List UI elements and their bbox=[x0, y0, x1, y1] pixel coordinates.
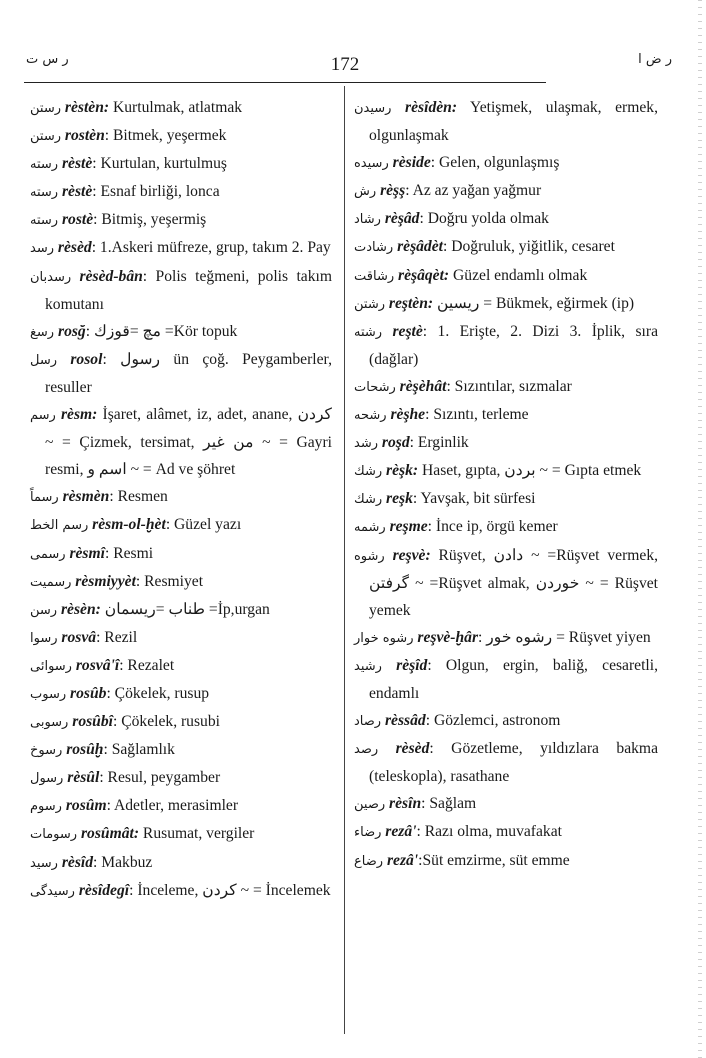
dictionary-entry bbox=[354, 373, 658, 401]
dictionary-entry bbox=[354, 429, 658, 457]
dictionary-entry bbox=[354, 652, 658, 707]
transliteration: rèsîdegî bbox=[78, 881, 130, 899]
definition: : Resmi bbox=[104, 544, 154, 562]
transliteration: rèsèd-bân bbox=[79, 267, 143, 285]
definition: Kurtulmak, atlatmak bbox=[109, 99, 243, 116]
dictionary-entry bbox=[30, 234, 332, 262]
transliteration: rèsmî bbox=[69, 544, 105, 562]
page-edge bbox=[698, 0, 702, 1058]
transliteration: rèşâdèt bbox=[397, 238, 443, 256]
definition: : Gözlemci, astronom bbox=[425, 712, 561, 730]
transliteration: rosûm bbox=[65, 797, 107, 815]
arabic-headword: رشوه bbox=[354, 548, 385, 564]
arabic-headword: رشحه bbox=[354, 408, 387, 424]
definition: : Sağlamlık bbox=[103, 741, 175, 759]
transliteration: rezâ' bbox=[385, 823, 417, 841]
definition: Haset, gıpta, بردن ~ = Gıpta etmek bbox=[418, 462, 642, 480]
transliteration: rèssâd bbox=[384, 712, 426, 730]
dictionary-entry bbox=[354, 205, 658, 233]
arabic-headword: رسيدگى bbox=[30, 883, 75, 899]
definition: : Adetler, merasimler bbox=[106, 797, 239, 815]
column-divider bbox=[344, 86, 345, 1034]
arabic-headword: رضاع bbox=[354, 853, 384, 869]
definition: :Süt emzirme, süt emme bbox=[418, 851, 570, 869]
transliteration: rosvâ bbox=[61, 628, 97, 646]
transliteration: roşd bbox=[381, 434, 410, 452]
arabic-headword: رسته bbox=[30, 157, 59, 173]
definition: : رسول ün çoğ. Peygamberler, resuller bbox=[45, 350, 332, 396]
dictionary-entry bbox=[354, 177, 658, 205]
transliteration: rostèn bbox=[64, 127, 105, 145]
dictionary-entry bbox=[30, 652, 332, 680]
dictionary-entry bbox=[30, 820, 332, 848]
transliteration: rosol bbox=[70, 350, 103, 368]
dictionary-entry bbox=[30, 596, 332, 624]
definition: : Bitmiş, yeşermiş bbox=[93, 211, 207, 229]
arabic-headword: رشيد bbox=[354, 658, 382, 674]
definition: : Kurtulan, kurtulmuş bbox=[92, 155, 227, 173]
arabic-headword: رسيدن bbox=[354, 101, 392, 116]
arabic-headword: رصد bbox=[354, 742, 379, 758]
dictionary-entry bbox=[354, 262, 658, 290]
dictionary-entry bbox=[354, 457, 658, 485]
dictionary-entry bbox=[30, 94, 332, 122]
transliteration: rezâ' bbox=[386, 851, 419, 869]
definition: : Sızıntılar, sızmalar bbox=[446, 377, 572, 395]
transliteration: rosûḫ bbox=[66, 741, 104, 759]
dictionary-entry bbox=[354, 542, 658, 624]
arabic-headword: رسد bbox=[30, 241, 54, 257]
dictionary-entry bbox=[30, 736, 332, 764]
transliteration: rèstè bbox=[61, 183, 93, 201]
definition: : İnceleme, كردن ~ = İncelemek bbox=[129, 881, 331, 899]
transliteration: rèsîn bbox=[389, 795, 422, 813]
dictionary-entry bbox=[30, 511, 332, 539]
arabic-headword: رستن bbox=[30, 129, 61, 145]
definition: : Olgun, ergin, baliğ, cesaretli, endamlı bbox=[369, 656, 658, 702]
definition: : Sağlam bbox=[421, 795, 477, 813]
transliteration: rosğ bbox=[58, 322, 86, 340]
transliteration: rèside bbox=[392, 154, 431, 172]
definition: : Sızıntı, terleme bbox=[425, 406, 529, 424]
left-column bbox=[30, 94, 332, 905]
definition: : 1.Askeri müfreze, grup, takım 2. Pay bbox=[91, 239, 331, 257]
definition: : 1. Erişte, 2. Dizi 3. İplik, sıra (dağlar) bbox=[369, 322, 658, 368]
arabic-headword: رسومات bbox=[30, 827, 78, 843]
page-number: 172 bbox=[330, 54, 360, 75]
arabic-headword: رسغ bbox=[30, 324, 55, 340]
definition: : Resul, peygamber bbox=[99, 769, 221, 787]
transliteration: reştèn: bbox=[388, 294, 434, 312]
transliteration: rèstè bbox=[61, 155, 93, 173]
arabic-headword: رسوا bbox=[30, 630, 58, 646]
dictionary-entry bbox=[354, 401, 658, 429]
transliteration: rèsèd bbox=[57, 239, 92, 257]
dictionary-entry bbox=[30, 178, 332, 206]
definition: : Razı olma, muvafakat bbox=[416, 823, 562, 841]
definition: : Rezil bbox=[96, 628, 138, 646]
dictionary-entry bbox=[30, 680, 332, 708]
arabic-headword: رشوه خوار bbox=[354, 630, 414, 646]
dictionary-entry bbox=[354, 735, 658, 790]
dictionary-entry bbox=[30, 849, 332, 877]
arabic-headword: رشحات bbox=[354, 379, 396, 395]
transliteration: rèşâd bbox=[384, 210, 420, 228]
definition: Rüşvet, دادن ~ =Rüşvet vermek, گرفتن ~ =Rüşvet almak, خوردن ~ = Rüşvet yemek bbox=[369, 546, 659, 619]
dictionary-entry bbox=[30, 483, 332, 511]
arabic-headword: رشك bbox=[354, 464, 383, 480]
definition: ريسين = Bükmek, eğirmek (ip) bbox=[433, 294, 635, 312]
dictionary-entry bbox=[354, 707, 658, 735]
definition: : Doğru yolda olmak bbox=[419, 210, 549, 228]
definition: : Az az yağan yağmur bbox=[405, 182, 542, 200]
arabic-headword: رشتن bbox=[354, 296, 385, 312]
dictionary-entry bbox=[354, 94, 658, 149]
definition: Yetişmek, ulaşmak, ermek, olgunlaşmak bbox=[369, 99, 658, 145]
transliteration: rèsmèn bbox=[62, 488, 110, 506]
transliteration: rosûb bbox=[70, 684, 107, 702]
arabic-headword: رسوب bbox=[30, 686, 67, 702]
arabic-headword: رشته bbox=[354, 324, 383, 340]
dictionary-entry bbox=[30, 122, 332, 150]
definition: : رشوه خور = Rüşvet yiyen bbox=[478, 628, 651, 646]
arabic-headword: رصاد bbox=[354, 714, 382, 730]
dictionary-entry bbox=[354, 513, 658, 541]
arabic-headword: رسول bbox=[30, 771, 64, 787]
transliteration: reşk bbox=[386, 490, 413, 508]
header-rule bbox=[24, 82, 546, 83]
arabic-headword: رضاء bbox=[354, 825, 382, 841]
arabic-headword: رسدبان bbox=[30, 269, 72, 285]
dictionary-entry bbox=[30, 346, 332, 401]
transliteration: rosûmât: bbox=[80, 825, 140, 843]
dictionary-entry bbox=[354, 290, 658, 318]
transliteration: rèsèd bbox=[395, 740, 430, 758]
dictionary-entry bbox=[30, 540, 332, 568]
transliteration: reşvè: bbox=[392, 546, 431, 564]
definition: : Erginlik bbox=[409, 434, 469, 452]
header-right-guide: ر ض ا bbox=[638, 52, 672, 67]
right-column bbox=[354, 94, 658, 875]
dictionary-entry bbox=[30, 150, 332, 178]
transliteration: rèsîdèn: bbox=[405, 99, 458, 116]
dictionary-entry bbox=[354, 485, 658, 513]
transliteration: reştè bbox=[392, 322, 423, 340]
dictionary-entry bbox=[30, 206, 332, 234]
arabic-headword: رسل bbox=[30, 352, 58, 368]
definition: : Doğruluk, yiğitlik, cesaret bbox=[442, 238, 615, 256]
arabic-headword: رسماً bbox=[30, 490, 59, 506]
dictionary-entry bbox=[354, 847, 658, 875]
transliteration: rèsîd bbox=[61, 853, 94, 871]
transliteration: rèsmiyyèt bbox=[75, 572, 136, 590]
definition: : Güzel yazı bbox=[165, 516, 242, 534]
arabic-headword: رشاقت bbox=[354, 268, 395, 284]
arabic-headword: رسمى bbox=[30, 546, 66, 562]
definition: : Çökelek, rusup bbox=[106, 684, 210, 702]
dictionary-entry bbox=[30, 708, 332, 736]
definition: : Yavşak, bit sürfesi bbox=[412, 490, 536, 508]
dictionary-entry bbox=[30, 263, 332, 318]
dictionary-entry bbox=[354, 149, 658, 177]
arabic-headword: رسم bbox=[30, 408, 56, 424]
dictionary-entry bbox=[354, 790, 658, 818]
transliteration: rèsm: bbox=[60, 406, 98, 424]
arabic-headword: رسوبى bbox=[30, 715, 69, 731]
transliteration: rèsèn: bbox=[60, 600, 101, 618]
transliteration: rosûbî bbox=[72, 713, 113, 731]
dictionary-entry bbox=[30, 401, 332, 483]
arabic-headword: رشك bbox=[354, 492, 383, 508]
arabic-headword: رسميت bbox=[30, 574, 72, 590]
transliteration: reşme bbox=[389, 518, 428, 536]
definition: : Polis teğmeni, polis takım komutanı bbox=[45, 267, 332, 313]
arabic-headword: رسوم bbox=[30, 799, 62, 815]
dictionary-entry bbox=[30, 764, 332, 792]
arabic-headword: رشاد bbox=[354, 212, 381, 228]
transliteration: rèşk: bbox=[386, 462, 419, 480]
arabic-headword: رسيده bbox=[354, 156, 389, 172]
definition: Rusumat, vergiler bbox=[139, 825, 255, 843]
transliteration: rèsm-ol-ḫèt bbox=[92, 516, 166, 534]
arabic-headword: رشد bbox=[354, 436, 378, 452]
dictionary-entry bbox=[354, 624, 658, 652]
arabic-headword: رش bbox=[354, 184, 377, 200]
definition: : Gelen, olgunlaşmış bbox=[430, 154, 560, 172]
arabic-headword: رشادت bbox=[354, 240, 394, 256]
arabic-headword: رصين bbox=[354, 797, 386, 813]
transliteration: rostè bbox=[61, 211, 94, 229]
dictionary-entry bbox=[30, 792, 332, 820]
arabic-headword: رشمه bbox=[354, 520, 386, 536]
definition: : Çökelek, rusubi bbox=[113, 713, 220, 731]
definition: : Resmiyet bbox=[135, 572, 204, 590]
dictionary-entry bbox=[30, 877, 332, 905]
definition: : Rezalet bbox=[119, 656, 175, 674]
dictionary-entry bbox=[30, 568, 332, 596]
dictionary-entry bbox=[354, 818, 658, 846]
definition: İşaret, alâmet, iz, adet, anane, كردن ~ = Çizmek, tersimat, من غير ~ = Gayri resmi, اسم و ~ = Ad ve şöhret bbox=[45, 406, 333, 479]
transliteration: rèşâqèt: bbox=[398, 266, 450, 284]
definition: : Esnaf birliği, lonca bbox=[92, 183, 220, 201]
definition: : Gözetleme, yıldızlara bakma (teleskopla), rasathane bbox=[369, 740, 658, 786]
dictionary-entry bbox=[354, 318, 658, 373]
transliteration: rèşhe bbox=[390, 406, 426, 424]
definition: : İnce ip, örgü kemer bbox=[427, 518, 558, 536]
transliteration: rèşèhât bbox=[399, 377, 447, 395]
definition: : Resmen bbox=[109, 488, 168, 506]
definition: Güzel endamlı olmak bbox=[449, 266, 588, 284]
transliteration: reşvè-ḫâr bbox=[417, 628, 479, 646]
arabic-headword: رسوائى bbox=[30, 658, 72, 674]
transliteration: rèsûl bbox=[67, 769, 100, 787]
arabic-headword: رسن bbox=[30, 602, 58, 618]
arabic-headword: رسيد bbox=[30, 855, 58, 871]
arabic-headword: رسوخ bbox=[30, 743, 63, 759]
transliteration: rosvâ'î bbox=[75, 656, 120, 674]
arabic-headword: رسم الخط bbox=[30, 518, 89, 534]
definition: : Bitmek, yeşermek bbox=[104, 127, 227, 145]
definition: طناب =ريسمان =İp,urgan bbox=[100, 600, 270, 618]
transliteration: rèstèn: bbox=[64, 99, 110, 116]
arabic-headword: رستن bbox=[30, 101, 61, 116]
transliteration: rèşîd bbox=[396, 656, 428, 674]
dictionary-entry bbox=[30, 624, 332, 652]
definition: : مچ =قوزك =Kör topuk bbox=[85, 322, 238, 340]
arabic-headword: رسته bbox=[30, 213, 59, 229]
header-left-guide: ر س ت bbox=[26, 52, 69, 67]
transliteration: rèşş bbox=[380, 182, 406, 200]
dictionary-entry bbox=[30, 318, 332, 346]
dictionary-entry bbox=[354, 233, 658, 261]
arabic-headword: رسته bbox=[30, 185, 59, 201]
definition: : Makbuz bbox=[93, 853, 153, 871]
